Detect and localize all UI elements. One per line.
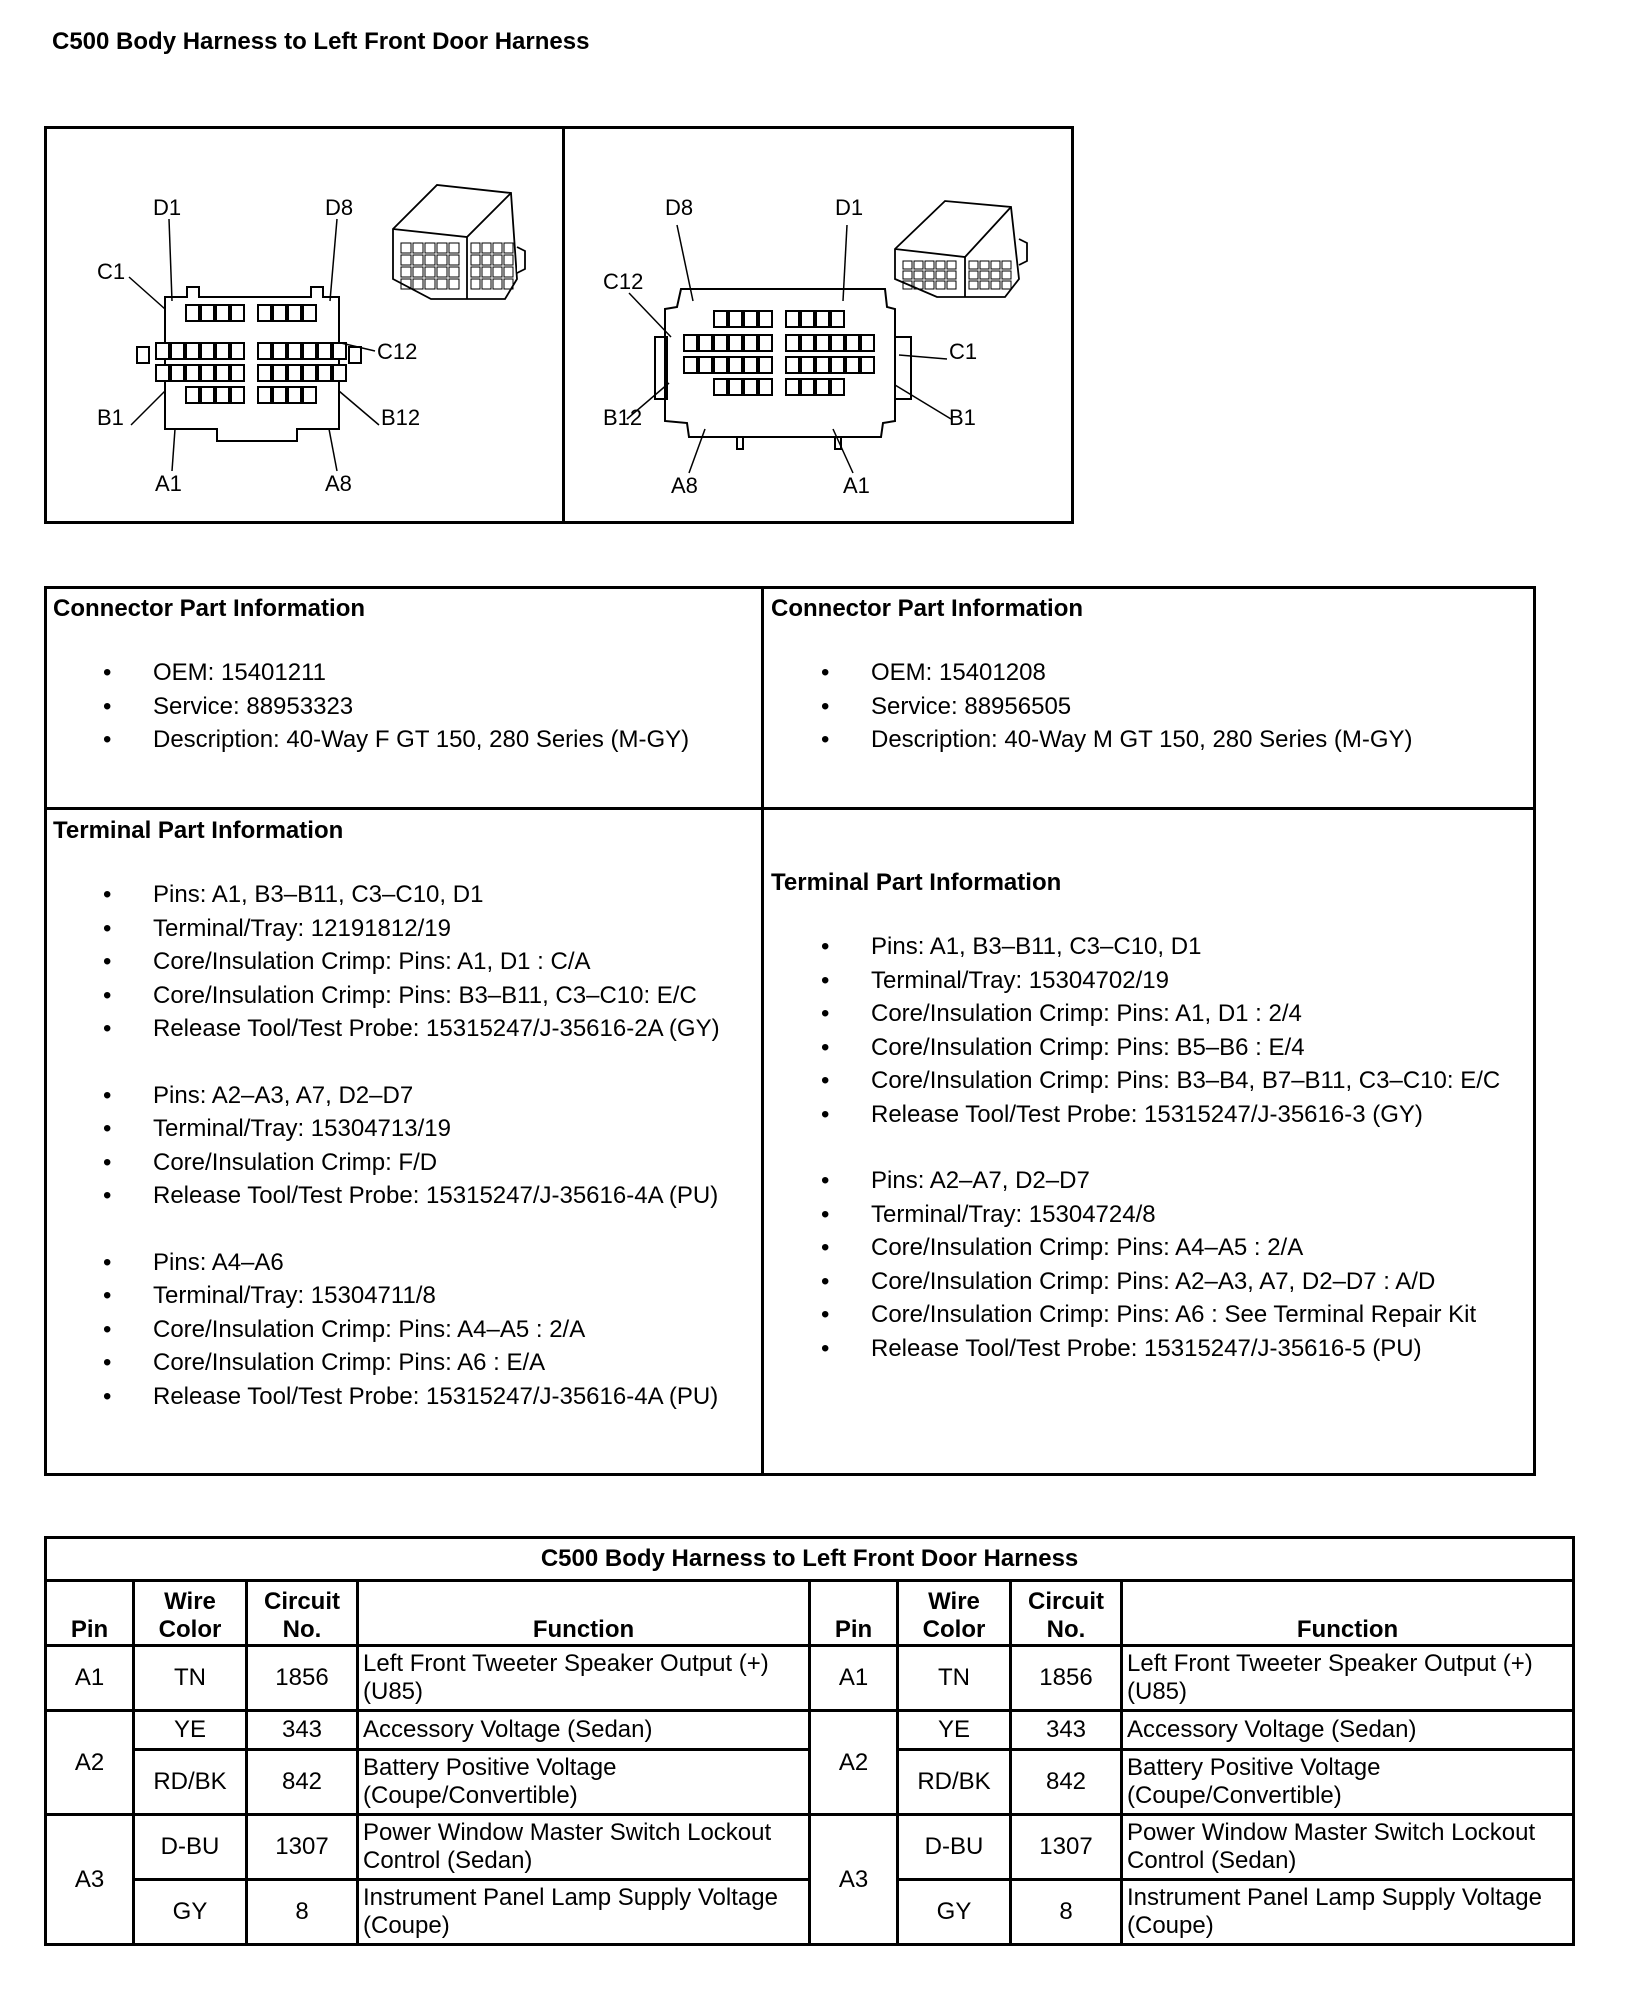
pin-cavity	[216, 365, 229, 381]
pin-cavity	[273, 343, 286, 359]
pin-cavity	[288, 365, 301, 381]
list-item: • Core/Insulation Crimp: Pins: A6 : E/A	[53, 1346, 720, 1380]
pin-cavity	[786, 357, 799, 373]
label-b1: B1	[97, 405, 124, 430]
pin-cavity	[801, 311, 814, 327]
table-title: C500 Body Harness to Left Front Door Harness	[46, 1538, 1574, 1581]
list-item: • Pins: A1, B3–B11, C3–C10, D1	[53, 878, 720, 912]
pin-cavity	[186, 343, 199, 359]
pin-cavity	[744, 311, 757, 327]
list-item: • Core/Insulation Crimp: Pins: A1, D1 : 2/4	[771, 997, 1500, 1031]
pin-cavity	[201, 387, 214, 403]
pin-cavity	[729, 379, 742, 395]
wire-color-cell: YE	[134, 1711, 247, 1750]
list-item: • Core/Insulation Crimp: Pins: A2–A3, A7, D2–D7 : A/D	[771, 1265, 1500, 1299]
pin-cavity	[801, 335, 814, 351]
pin-cavity	[699, 357, 712, 373]
list-item: • Release Tool/Test Probe: 15315247/J-35616-4A (PU)	[53, 1380, 720, 1414]
pin-cavity	[684, 335, 697, 351]
pin-cavity	[186, 365, 199, 381]
pin-cavity	[816, 357, 829, 373]
pin-cavity	[744, 379, 757, 395]
label-c12: C12	[377, 339, 418, 364]
pin-cavity	[288, 387, 301, 403]
section-heading: Connector Part Information	[771, 595, 1084, 622]
circuit-cell: 343	[1011, 1711, 1122, 1750]
section-heading: Connector Part Information	[53, 595, 366, 622]
list-item: • Terminal/Tray: 15304711/8	[53, 1279, 720, 1313]
pin-cavity	[186, 387, 199, 403]
list-item: • Description: 40-Way M GT 150, 280 Series (M-GY)	[771, 723, 1413, 757]
pin-cavity	[846, 335, 859, 351]
function-cell: Battery Positive Voltage (Coupe/Convertible)	[1122, 1750, 1574, 1815]
list-item: • Description: 40-Way F GT 150, 280 Series (M-GY)	[53, 723, 689, 757]
pin-cavity	[759, 379, 772, 395]
pin-cavity	[786, 379, 799, 395]
list-item: • Core/Insulation Crimp: Pins: A6 : See Terminal Repair Kit	[771, 1298, 1500, 1332]
label-b12: B12	[381, 405, 421, 430]
list-item: • Terminal/Tray: 15304702/19	[771, 964, 1500, 998]
pin-cavity	[303, 343, 316, 359]
pin-cavity	[216, 343, 229, 359]
label-d8: D8	[665, 195, 694, 220]
function-cell: Accessory Voltage (Sedan)	[358, 1711, 810, 1750]
label-a1: A1	[843, 473, 870, 498]
function-cell: Battery Positive Voltage (Coupe/Convertible)	[358, 1750, 810, 1815]
pin-cavity	[729, 335, 742, 351]
label-d1: D1	[835, 195, 864, 220]
pin-cavity	[759, 311, 772, 327]
pin-cavity	[216, 387, 229, 403]
list-item: • Release Tool/Test Probe: 15315247/J-35616-3 (GY)	[771, 1098, 1500, 1132]
list-item: • Core/Insulation Crimp: Pins: A1, D1 : C/A	[53, 945, 720, 979]
circuit-cell: 343	[247, 1711, 358, 1750]
connector-info-left	[53, 595, 689, 757]
pin-cavity	[699, 335, 712, 351]
circuit-cell: 1856	[247, 1646, 358, 1711]
circuit-cell: 1307	[247, 1815, 358, 1880]
circuit-cell: 842	[247, 1750, 358, 1815]
pin-cavity	[801, 357, 814, 373]
wire-color-cell: YE	[898, 1711, 1011, 1750]
wire-color-cell: TN	[898, 1646, 1011, 1711]
section-heading: Terminal Part Information	[771, 869, 1062, 896]
list-item: • Core/Insulation Crimp: F/D	[53, 1146, 720, 1180]
pin-cell: A1	[810, 1646, 898, 1711]
function-cell: Instrument Panel Lamp Supply Voltage (Coupe)	[358, 1880, 810, 1945]
circuit-cell: 8	[1011, 1880, 1122, 1945]
pin-cell: A3	[46, 1815, 134, 1945]
pin-cavity	[258, 343, 271, 359]
label-a8: A8	[325, 471, 352, 496]
header-wire-color: Wire Color	[134, 1581, 247, 1646]
pin-cavity	[288, 343, 301, 359]
pin-cavity	[201, 365, 214, 381]
pin-cavity	[816, 379, 829, 395]
pin-cavity	[258, 387, 271, 403]
pin-cavity	[759, 357, 772, 373]
pin-cavity	[816, 311, 829, 327]
pin-assignment-table	[44, 1536, 1575, 1946]
pin-cavity	[303, 305, 316, 321]
wire-color-cell: TN	[134, 1646, 247, 1711]
terminal-info-groups	[53, 878, 720, 1413]
header-circuit-no: Circuit No.	[1011, 1581, 1122, 1646]
pin-cavity	[258, 305, 271, 321]
list-item: • OEM: 15401208	[771, 656, 1413, 690]
terminal-group-list	[53, 1079, 720, 1213]
pin-cavity	[714, 357, 727, 373]
connector-isometric-icon	[895, 201, 1027, 297]
header-function: Function	[1122, 1581, 1574, 1646]
pin-cavity	[273, 365, 286, 381]
pin-cavity	[156, 365, 169, 381]
list-item: • Release Tool/Test Probe: 15315247/J-35616-4A (PU)	[53, 1179, 720, 1213]
pin-cavity	[171, 343, 184, 359]
circuit-cell: 8	[247, 1880, 358, 1945]
circuit-cell: 1307	[1011, 1815, 1122, 1880]
pin-cavity	[231, 305, 244, 321]
list-item: • OEM: 15401211	[53, 656, 689, 690]
pin-cavity	[714, 311, 727, 327]
header-function: Function	[358, 1581, 810, 1646]
list-item: • Terminal/Tray: 12191812/19	[53, 912, 720, 946]
connector-info-right	[771, 595, 1413, 757]
label-a8: A8	[671, 473, 698, 498]
terminal-info-groups	[771, 930, 1500, 1365]
pin-cavity	[744, 335, 757, 351]
pin-cavity	[156, 343, 169, 359]
label-d8: D8	[325, 195, 354, 220]
connector-diagram-panel	[44, 126, 1074, 524]
pin-cavity	[831, 379, 844, 395]
table-row	[46, 1646, 1574, 1711]
function-cell: Power Window Master Switch Lockout Control (Sedan)	[358, 1815, 810, 1880]
pin-cavity	[714, 335, 727, 351]
list-item: • Core/Insulation Crimp: Pins: B5–B6 : E/4	[771, 1031, 1500, 1065]
label-d1: D1	[153, 195, 182, 220]
pin-cavity	[816, 335, 829, 351]
list-item: • Pins: A1, B3–B11, C3–C10, D1	[771, 930, 1500, 964]
pin-cell: A2	[810, 1711, 898, 1815]
label-c1: C1	[97, 259, 126, 284]
terminal-info-right	[771, 869, 1500, 1365]
terminal-group-list	[771, 1164, 1500, 1365]
list-item: • Release Tool/Test Probe: 15315247/J-35616-2A (GY)	[53, 1012, 720, 1046]
pin-cavity	[786, 311, 799, 327]
pin-cavity	[258, 365, 271, 381]
label-b1: B1	[949, 405, 976, 430]
pin-cavity	[231, 343, 244, 359]
page-title: C500 Body Harness to Left Front Door Harness	[52, 28, 590, 55]
list-item: • Service: 88956505	[771, 690, 1413, 724]
connector-info-list	[771, 656, 1413, 757]
pin-cavity	[201, 343, 214, 359]
pin-cavity	[759, 335, 772, 351]
wire-color-cell: GY	[134, 1880, 247, 1945]
pin-cell: A2	[46, 1711, 134, 1815]
connector-info-list	[53, 656, 689, 757]
header-circuit-no: Circuit No.	[247, 1581, 358, 1646]
circuit-cell: 842	[1011, 1750, 1122, 1815]
female-connector-diagram	[47, 129, 562, 521]
pin-cavity	[786, 335, 799, 351]
function-cell: Left Front Tweeter Speaker Output (+) (U85)	[1122, 1646, 1574, 1711]
pin-cavity	[201, 305, 214, 321]
function-cell: Left Front Tweeter Speaker Output (+) (U85)	[358, 1646, 810, 1711]
pin-cavity	[216, 305, 229, 321]
pin-cavity	[231, 387, 244, 403]
function-cell: Instrument Panel Lamp Supply Voltage (Coupe)	[1122, 1880, 1574, 1945]
header-pin: Pin	[46, 1581, 134, 1646]
pin-cavity	[684, 357, 697, 373]
pin-cavity	[318, 343, 331, 359]
list-item: • Core/Insulation Crimp: Pins: A4–A5 : 2/A	[771, 1231, 1500, 1265]
pin-cavity	[333, 365, 346, 381]
pin-cell: A3	[810, 1815, 898, 1945]
pin-cavity	[831, 335, 844, 351]
pin-cavity	[318, 365, 331, 381]
pin-cavity	[831, 311, 844, 327]
pin-cavity	[333, 343, 346, 359]
wire-color-cell: RD/BK	[134, 1750, 247, 1815]
table-row	[46, 1815, 1574, 1880]
pin-cavity	[714, 379, 727, 395]
pin-cavity	[303, 387, 316, 403]
header-pin: Pin	[810, 1581, 898, 1646]
terminal-info-left	[53, 817, 720, 1413]
list-item: • Core/Insulation Crimp: Pins: B3–B11, C3–C10: E/C	[53, 979, 720, 1013]
list-item: • Terminal/Tray: 15304724/8	[771, 1198, 1500, 1232]
terminal-group-list	[53, 1246, 720, 1414]
list-item: • Terminal/Tray: 15304713/19	[53, 1112, 720, 1146]
list-item: • Core/Insulation Crimp: Pins: A4–A5 : 2/A	[53, 1313, 720, 1347]
part-information-panel	[44, 586, 1536, 1476]
list-item: • Release Tool/Test Probe: 15315247/J-35616-5 (PU)	[771, 1332, 1500, 1366]
list-item: • Pins: A2–A3, A7, D2–D7	[53, 1079, 720, 1113]
section-heading: Terminal Part Information	[53, 817, 344, 844]
pin-cavity	[273, 387, 286, 403]
function-cell: Accessory Voltage (Sedan)	[1122, 1711, 1574, 1750]
pin-cell: A1	[46, 1646, 134, 1711]
pin-cavity	[288, 305, 301, 321]
pin-cavity	[846, 357, 859, 373]
terminal-group-list	[53, 878, 720, 1046]
pin-cavity	[744, 357, 757, 373]
terminal-group-list	[771, 930, 1500, 1131]
wire-color-cell: D-BU	[134, 1815, 247, 1880]
pin-cavity	[861, 357, 874, 373]
list-item: • Core/Insulation Crimp: Pins: B3–B4, B7–B11, C3–C10: E/C	[771, 1064, 1500, 1098]
pin-cavity	[801, 379, 814, 395]
pin-cavity	[861, 335, 874, 351]
list-item: • Service: 88953323	[53, 690, 689, 724]
table-row	[46, 1711, 1574, 1750]
list-item: • Pins: A4–A6	[53, 1246, 720, 1280]
label-c12: C12	[603, 269, 644, 294]
pin-cavity	[273, 305, 286, 321]
list-item: • Pins: A2–A7, D2–D7	[771, 1164, 1500, 1198]
info-divider-horizontal	[47, 807, 1533, 810]
male-connector-diagram	[565, 129, 1077, 521]
pin-cavity	[231, 365, 244, 381]
pin-cavity	[186, 305, 199, 321]
pin-cavity	[303, 365, 316, 381]
label-b12: B12	[603, 405, 643, 430]
circuit-cell: 1856	[1011, 1646, 1122, 1711]
label-a1: A1	[155, 471, 182, 496]
wire-color-cell: D-BU	[898, 1815, 1011, 1880]
pin-cavity	[729, 357, 742, 373]
pin-cavity	[831, 357, 844, 373]
pin-cavity	[171, 365, 184, 381]
wire-color-cell: GY	[898, 1880, 1011, 1945]
info-divider-vertical	[761, 589, 764, 1473]
function-cell: Power Window Master Switch Lockout Control (Sedan)	[1122, 1815, 1574, 1880]
header-wire-color: Wire Color	[898, 1581, 1011, 1646]
pin-cavity	[729, 311, 742, 327]
label-c1: C1	[949, 339, 978, 364]
wire-color-cell: RD/BK	[898, 1750, 1011, 1815]
